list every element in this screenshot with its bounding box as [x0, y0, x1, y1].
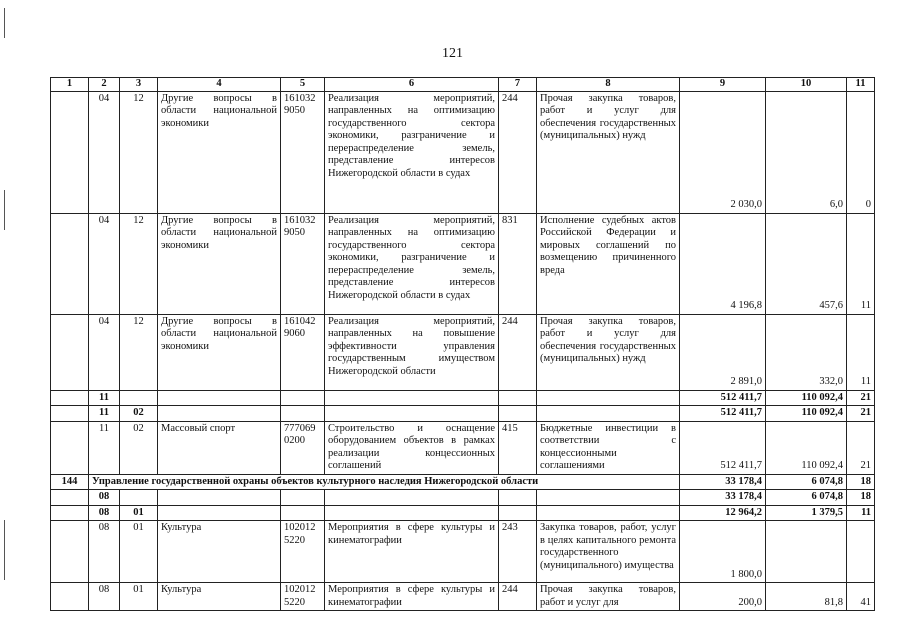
cell-col11-value: 0: [847, 91, 875, 213]
column-header: 9: [680, 78, 766, 92]
cell-section: 11: [89, 406, 120, 422]
cell-subsection-name: [158, 406, 281, 422]
cell-col11-value: [847, 521, 875, 583]
cell-subsection: 01: [120, 583, 158, 611]
cell-ministry-code: 144: [51, 474, 89, 490]
cell-subsection: 01: [120, 521, 158, 583]
cell-article-name: Реализация мероприятий, направленных на оптимизацию государственного сектора экономики, разграничение и перераспределение земель, представление интересов Нижегородской области в судах: [325, 213, 499, 314]
cell-subsection-name: [158, 490, 281, 506]
budget-table: [50, 77, 875, 611]
cell-ministry: [51, 421, 89, 474]
cell-expense-type: [499, 505, 537, 521]
column-header: 7: [499, 78, 537, 92]
cell-article-name: [325, 490, 499, 506]
cell-col9-value: 1 800,0: [680, 521, 766, 583]
cell-subsection-name: Другие вопросы в области национальной экономики: [158, 91, 281, 213]
cell-expense-type: 244: [499, 91, 537, 213]
cell-article-name: [325, 390, 499, 406]
column-header: 2: [89, 78, 120, 92]
scan-edge-mark: [4, 190, 5, 230]
cell-target-article: 102012 5220: [281, 583, 325, 611]
cell-expense-name: [537, 390, 680, 406]
cell-ministry: [51, 91, 89, 213]
cell-col9-value: 12 964,2: [680, 505, 766, 521]
cell-section: 08: [89, 490, 120, 506]
cell-subsection-name: [158, 390, 281, 406]
cell-col9-value: 2 891,0: [680, 314, 766, 390]
column-header: 6: [325, 78, 499, 92]
table-row: [51, 583, 875, 611]
cell-subsection-name: Культура: [158, 521, 281, 583]
cell-expense-name: Бюджетные инвестиции в соответствии с концессионными соглашениями: [537, 421, 680, 474]
cell-expense-name: Исполнение судебных актов Российской Федерации и мировых соглашений по возмещению причиненного вреда: [537, 213, 680, 314]
cell-ministry: [51, 505, 89, 521]
cell-ministry-name: Управление государственной охраны объектов культурного наследия Нижегородской области: [89, 474, 680, 490]
cell-target-article: 777069 0200: [281, 421, 325, 474]
cell-ministry: [51, 583, 89, 611]
cell-col11-value: 11: [847, 213, 875, 314]
cell-col9-value: 2 030,0: [680, 91, 766, 213]
cell-target-article: [281, 505, 325, 521]
cell-expense-name: [537, 490, 680, 506]
cell-expense-type: [499, 406, 537, 422]
cell-col11-value: 18: [847, 490, 875, 506]
cell-expense-name: Закупка товаров, работ, услуг в целях капитального ремонта государственного (муниципального) имущества: [537, 521, 680, 583]
cell-col9-value: 512 411,7: [680, 421, 766, 474]
cell-target-article: [281, 390, 325, 406]
subsection-total-row: [51, 406, 875, 422]
cell-target-article: 161032 9050: [281, 91, 325, 213]
cell-subsection: 12: [120, 213, 158, 314]
cell-col11-value: 11: [847, 314, 875, 390]
cell-col9-value: 200,0: [680, 583, 766, 611]
cell-col9-value: 512 411,7: [680, 406, 766, 422]
cell-article-name: [325, 406, 499, 422]
cell-col9-value: 33 178,4: [680, 490, 766, 506]
cell-subsection-name: Массовый спорт: [158, 421, 281, 474]
cell-subsection: 02: [120, 421, 158, 474]
cell-col10-value: 110 092,4: [766, 390, 847, 406]
ministry-row: [51, 474, 875, 490]
scan-edge-mark: [4, 8, 5, 38]
cell-col11-value: 21: [847, 406, 875, 422]
cell-expense-type: 244: [499, 314, 537, 390]
cell-target-article: 161042 9060: [281, 314, 325, 390]
column-header: 11: [847, 78, 875, 92]
cell-subsection-name: Культура: [158, 583, 281, 611]
cell-col10-value: 110 092,4: [766, 406, 847, 422]
table-header-row: [51, 78, 875, 92]
cell-col11-value: 41: [847, 583, 875, 611]
cell-expense-name: Прочая закупка товаров, работ и услуг для обеспечения государственных (муниципальных) нужд: [537, 314, 680, 390]
cell-col10-value: 6 074,8: [766, 490, 847, 506]
cell-col9-value: 33 178,4: [680, 474, 766, 490]
cell-expense-type: 243: [499, 521, 537, 583]
cell-target-article: 161032 9050: [281, 213, 325, 314]
cell-expense-type: 415: [499, 421, 537, 474]
cell-target-article: [281, 406, 325, 422]
cell-section: 04: [89, 213, 120, 314]
cell-ministry: [51, 213, 89, 314]
column-header: 1: [51, 78, 89, 92]
cell-expense-name: Прочая закупка товаров, работ и услуг для обеспечения государственных (муниципальных) нужд: [537, 91, 680, 213]
cell-ministry: [51, 490, 89, 506]
cell-col10-value: 457,6: [766, 213, 847, 314]
cell-article-name: Реализация мероприятий, направленных на повышение эффективности управления государственным имуществом Нижегородской области: [325, 314, 499, 390]
column-header: 5: [281, 78, 325, 92]
cell-section: 08: [89, 583, 120, 611]
cell-expense-type: 244: [499, 583, 537, 611]
scan-edge-mark: [4, 520, 5, 580]
cell-col10-value: 81,8: [766, 583, 847, 611]
cell-article-name: Мероприятия в сфере культуры и кинематографии: [325, 583, 499, 611]
cell-expense-type: [499, 390, 537, 406]
cell-col11-value: 21: [847, 421, 875, 474]
subsection-total-row: [51, 505, 875, 521]
cell-article-name: [325, 505, 499, 521]
table-row: [51, 521, 875, 583]
cell-article-name: Мероприятия в сфере культуры и кинематографии: [325, 521, 499, 583]
cell-col10-value: 332,0: [766, 314, 847, 390]
cell-article-name: Строительство и оснащение оборудованием объектов в рамках реализации концессионных соглашений: [325, 421, 499, 474]
cell-subsection: 02: [120, 406, 158, 422]
cell-col9-value: 4 196,8: [680, 213, 766, 314]
cell-ministry: [51, 390, 89, 406]
cell-subsection: [120, 390, 158, 406]
cell-ministry: [51, 406, 89, 422]
cell-subsection-name: [158, 505, 281, 521]
cell-target-article: 102012 5220: [281, 521, 325, 583]
cell-col10-value: [766, 521, 847, 583]
cell-expense-name: Прочая закупка товаров, работ и услуг для: [537, 583, 680, 611]
cell-subsection: 12: [120, 91, 158, 213]
cell-ministry: [51, 314, 89, 390]
column-header: 8: [537, 78, 680, 92]
table-row: [51, 421, 875, 474]
column-header: 3: [120, 78, 158, 92]
page-number: 121: [442, 46, 463, 61]
cell-expense-name: [537, 505, 680, 521]
cell-col10-value: 6,0: [766, 91, 847, 213]
cell-article-name: Реализация мероприятий, направленных на оптимизацию государственного сектора экономики, разграничение и перераспределение земель, представление интересов Нижегородской области в судах: [325, 91, 499, 213]
column-header: 10: [766, 78, 847, 92]
cell-col11-value: 11: [847, 505, 875, 521]
cell-col11-value: 18: [847, 474, 875, 490]
column-header: 4: [158, 78, 281, 92]
cell-section: 11: [89, 421, 120, 474]
cell-expense-name: [537, 406, 680, 422]
table-row: [51, 91, 875, 213]
cell-ministry: [51, 521, 89, 583]
cell-subsection-name: Другие вопросы в области национальной экономики: [158, 213, 281, 314]
cell-col10-value: 110 092,4: [766, 421, 847, 474]
cell-subsection: [120, 490, 158, 506]
cell-section: 08: [89, 521, 120, 583]
cell-subsection: 12: [120, 314, 158, 390]
cell-col9-value: 512 411,7: [680, 390, 766, 406]
cell-expense-type: 831: [499, 213, 537, 314]
table-row: [51, 314, 875, 390]
cell-target-article: [281, 490, 325, 506]
cell-expense-type: [499, 490, 537, 506]
section-total-row: [51, 490, 875, 506]
cell-col10-value: 1 379,5: [766, 505, 847, 521]
cell-subsection-name: Другие вопросы в области национальной экономики: [158, 314, 281, 390]
section-total-row: [51, 390, 875, 406]
cell-col11-value: 21: [847, 390, 875, 406]
cell-section: 11: [89, 390, 120, 406]
cell-col10-value: 6 074,8: [766, 474, 847, 490]
cell-section: 04: [89, 314, 120, 390]
cell-subsection: 01: [120, 505, 158, 521]
cell-section: 08: [89, 505, 120, 521]
table-row: [51, 213, 875, 314]
cell-section: 04: [89, 91, 120, 213]
